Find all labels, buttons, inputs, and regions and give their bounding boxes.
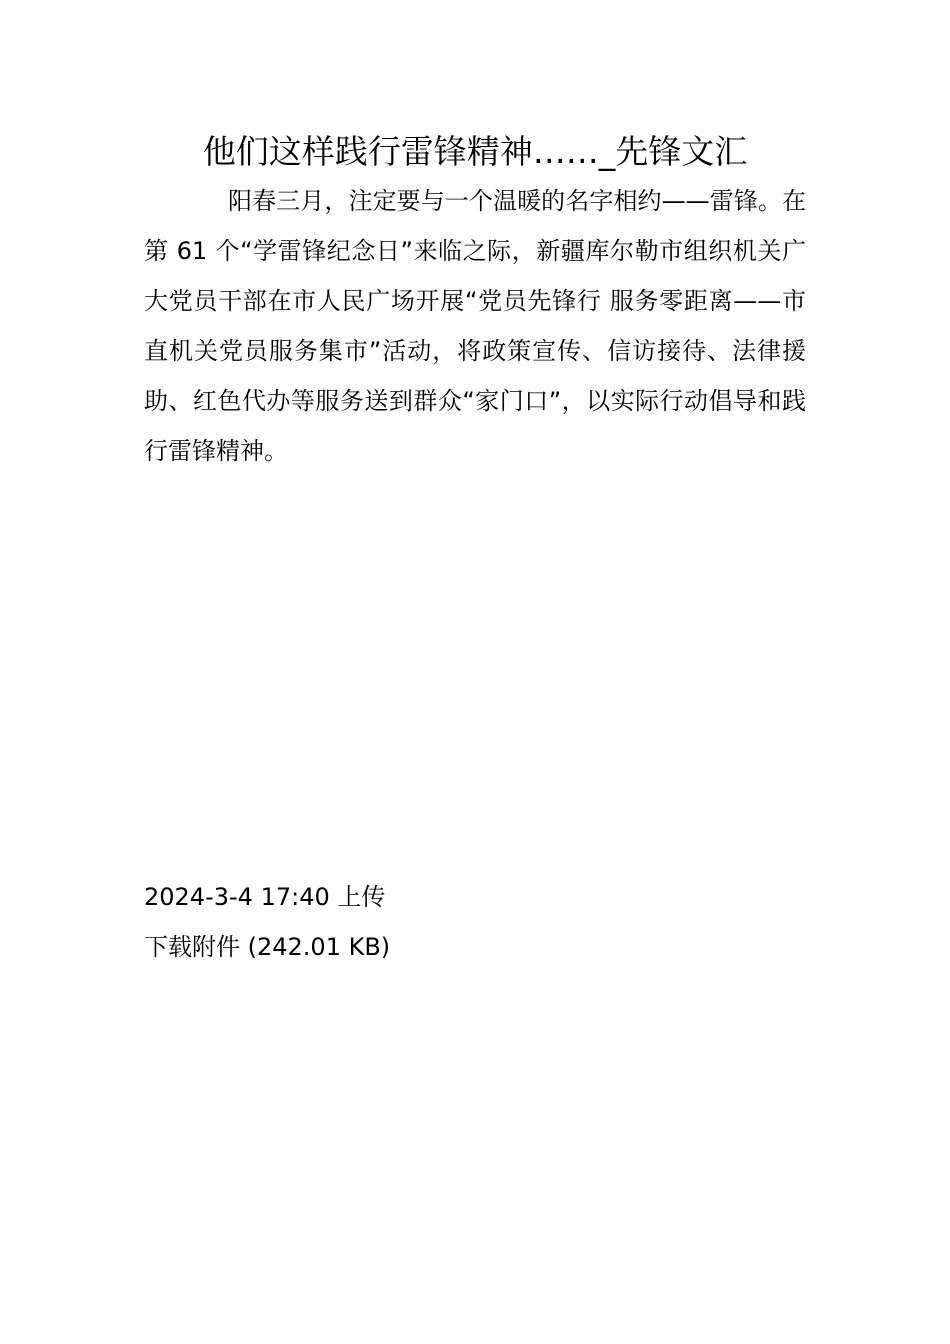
article-paragraph: 阳春三月，注定要与一个温暖的名字相约——雷锋。在第 61 个“学雷锋纪念日”来临之际，新疆库尔勒市组织机关广大党员干部在市人民广场开展“党员先锋行 服务零距离——市直机关党员服务集市”活动，将政策宣传、信访接待、法律援助、红色代办等服务送到群众“家门口”，以实际行动倡导和践行雷锋精神。 [144,187,806,465]
article-title: 他们这样践行雷锋精神……_先锋文汇 [202,132,748,171]
upload-timestamp: 2024-3-4 17:40 上传 [144,883,386,911]
download-attachment-link[interactable]: 下载附件 (242.01 KB) [144,933,391,961]
